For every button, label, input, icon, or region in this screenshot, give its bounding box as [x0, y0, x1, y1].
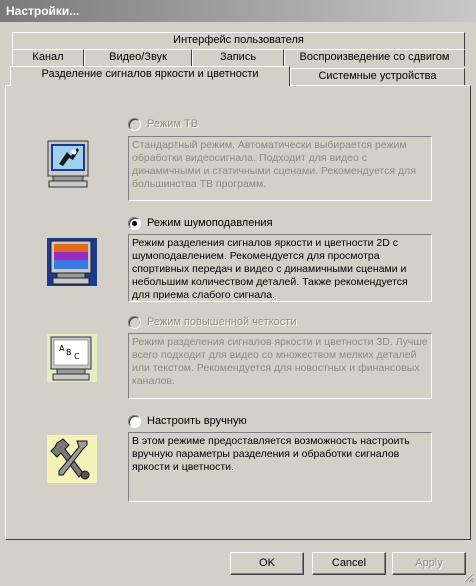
radio-button[interactable] [128, 415, 141, 428]
radio-high-definition[interactable] [128, 314, 296, 330]
radio-label: Режим шумоподавления [147, 217, 273, 229]
radio-button[interactable] [128, 118, 141, 131]
radio-manual[interactable] [128, 413, 247, 429]
tab-user-interface[interactable]: Интерфейс пользователя [12, 32, 465, 49]
tab-record[interactable]: Запись [192, 49, 284, 66]
description-high-definition: Режим разделения сигналов яркости и цветности 3D. Лучше всего подходит для видео со множеством мелких деталей или текстом. Рекомендуется для новостных и финансовых каналов. [128, 333, 432, 399]
window-title: Настройки... [0, 0, 476, 22]
description-tv-mode: Стандартный режим. Автоматически выбирается режим обработки видеосигнала. Подходит для видео с динамичными и статичными сценами. Рекомендуется для большинства ТВ программ. [128, 136, 432, 201]
radio-label: Режим ТВ [147, 118, 199, 130]
tab-channel[interactable]: Канал [12, 49, 84, 66]
radio-selected-dot [132, 221, 137, 226]
svg-text:C: C [74, 352, 80, 361]
tab-video-audio[interactable]: Видео/Звук [84, 49, 192, 66]
svg-text:A: A [59, 344, 65, 353]
apply-button[interactable]: Apply [392, 552, 466, 575]
radio-label: Режим повышенной четкости [147, 316, 297, 328]
radio-button[interactable] [128, 316, 141, 329]
svg-text:B: B [66, 348, 72, 357]
tab-timeshift[interactable]: Воспроизведение со сдвигом [284, 49, 465, 66]
tab-system-devices[interactable]: Системные устройства [290, 68, 465, 85]
radio-button[interactable] [128, 217, 141, 230]
noise-reduction-icon [47, 238, 99, 288]
high-definition-icon [47, 334, 99, 384]
cancel-button[interactable]: Cancel [312, 552, 386, 575]
radio-label: Настроить вручную [147, 415, 247, 427]
description-noise-reduction: Режим разделения сигналов яркости и цветности 2D с шумоподавлением. Рекомендуется для просмотра спортивных передач и видео с динамичными сценами и небольшим количеством деталей. Также рекомендуется для приема слабого сигнала. [128, 234, 432, 302]
radio-noise-reduction[interactable] [128, 215, 273, 231]
ok-button[interactable]: OK [230, 552, 304, 575]
tv-mode-icon [47, 140, 99, 190]
description-manual: В этом режиме предоставляется возможность настроить вручную параметры разделения и обработки сигналов яркости и цветности. [128, 432, 432, 502]
tab-luma-chroma[interactable]: Разделение сигналов яркости и цветности [10, 66, 290, 86]
radio-tv-mode[interactable] [128, 116, 198, 132]
manual-tools-icon [47, 435, 99, 485]
resize-grip-icon[interactable] [462, 571, 474, 583]
